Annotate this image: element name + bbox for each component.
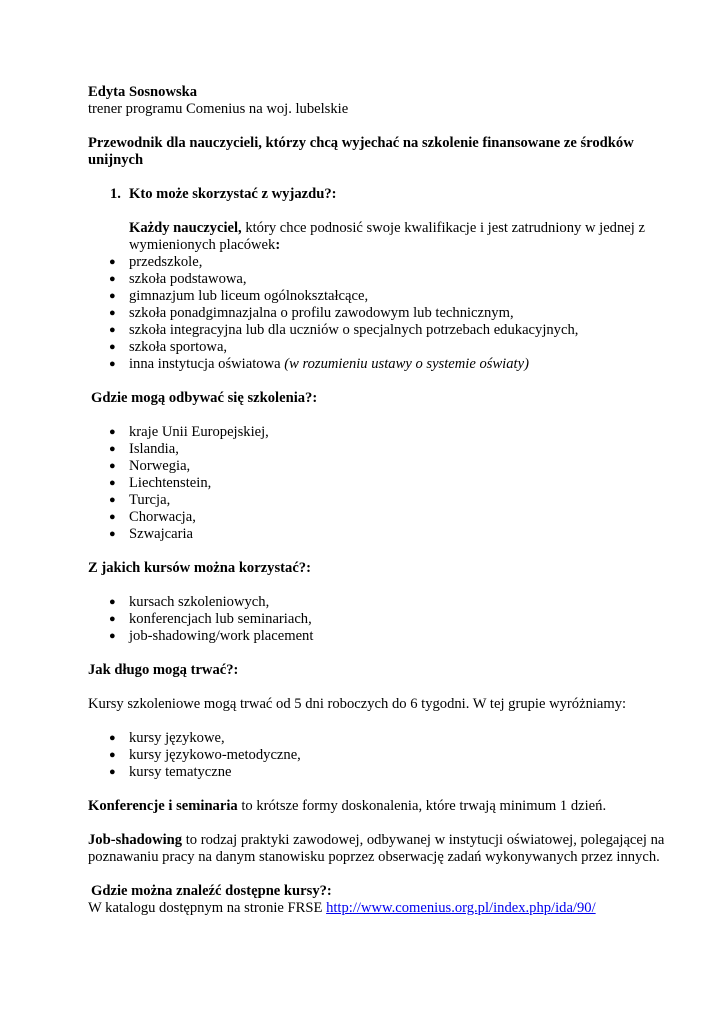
bullet-icon: ● xyxy=(109,732,116,744)
bullet-icon: ● xyxy=(109,358,116,370)
list-item: ● kursy językowe, xyxy=(109,730,225,746)
bullet-icon: ● xyxy=(109,324,116,336)
list-item: ● Turcja, xyxy=(109,492,171,508)
bullet-icon: ● xyxy=(109,511,116,523)
section3-heading: Z jakich kursów można korzystać?: xyxy=(88,560,311,576)
bullet-icon: ● xyxy=(109,477,116,489)
list-item: ● kursach szkoleniowych, xyxy=(109,594,270,610)
bullet-icon: ● xyxy=(109,443,116,455)
list-item: ● konferencjach lub seminariach, xyxy=(109,611,312,627)
section4-list xyxy=(88,730,665,781)
bullet-icon: ● xyxy=(109,290,116,302)
numbered-section-list xyxy=(88,186,665,203)
list-item: ● Szwajcaria xyxy=(109,526,194,542)
bullet-icon: ● xyxy=(109,256,116,268)
section1-intro-rest: który chce podnosić swoje kwalifikacje i jest zatrudniony w jednej z wymienionych placówek xyxy=(129,220,645,253)
section1-intro-bold: Każdy nauczyciel, xyxy=(129,220,242,236)
list-item: ● Liechtenstein, xyxy=(109,475,212,491)
list-item: ● Islandia, xyxy=(109,441,179,457)
bullet-icon: ● xyxy=(109,766,116,778)
section3-list xyxy=(88,594,665,645)
catalog-link[interactable]: http://www.comenius.org.pl/index.php/ida/90/ xyxy=(326,900,596,916)
bullet-icon: ● xyxy=(109,630,116,642)
bullet-icon: ● xyxy=(109,596,116,608)
section1-intro xyxy=(88,220,665,254)
bullet-icon: ● xyxy=(109,307,116,319)
list-item: ● Chorwacja, xyxy=(109,509,196,525)
list-item: ● gimnazjum lub liceum ogólnokształcące, xyxy=(109,288,369,304)
section4-heading: Jak długo mogą trwać?: xyxy=(88,662,239,678)
last-item-italic: (w rozumieniu ustawy o systemie oświaty) xyxy=(284,356,529,372)
bullet-icon: ● xyxy=(109,528,116,540)
section2-list xyxy=(88,424,665,543)
document-title: Przewodnik dla nauczycieli, którzy chcą wyjechać na szkolenie finansowane ze środków unijnych xyxy=(88,135,634,168)
bullet-icon: ● xyxy=(109,273,116,285)
list-item: ● przedszkole, xyxy=(109,254,203,270)
bullet-icon: ● xyxy=(109,341,116,353)
section1-heading-text: Kto może skorzystać z wyjazdu?: xyxy=(129,186,337,202)
section1-heading xyxy=(88,186,665,203)
list-item: ● job-shadowing/work placement xyxy=(109,628,314,644)
list-item: ● Norwegia, xyxy=(109,458,191,474)
list-item: ● kraje Unii Europejskiej, xyxy=(109,424,269,440)
list-item: ● kursy językowo-metodyczne, xyxy=(109,747,301,763)
bullet-icon: ● xyxy=(109,494,116,506)
list-item: ● szkoła integracyjna lub dla uczniów o specjalnych potrzebach edukacyjnych, xyxy=(109,322,579,338)
conferences-paragraph: Konferencje i seminaria to krótsze formy doskonalenia, które trwają minimum 1 dzień. xyxy=(88,798,607,814)
section5-heading: Gdzie można znaleźć dostępne kursy?: xyxy=(91,883,332,899)
section2-heading: Gdzie mogą odbywać się szkolenia?: xyxy=(91,390,318,406)
section1-intro-colon: : xyxy=(275,237,281,253)
list-item: ● kursy tematyczne xyxy=(109,764,232,780)
bullet-icon: ● xyxy=(109,460,116,472)
bullet-icon: ● xyxy=(109,749,116,761)
section1-number: 1. xyxy=(110,186,121,202)
section1-list xyxy=(88,254,665,373)
list-item: ● szkoła ponadgimnazjalna o profilu zawodowym lub technicznym, xyxy=(109,305,514,321)
bullet-icon: ● xyxy=(109,613,116,625)
bullet-icon: ● xyxy=(109,426,116,438)
section5-text: W katalogu dostępnym na stronie FRSE http://www.comenius.org.pl/index.php/ida/90/ xyxy=(88,900,596,916)
list-item: ● szkoła podstawowa, xyxy=(109,271,247,287)
author-role: trener programu Comenius na woj. lubelskie xyxy=(88,101,349,117)
author-name: Edyta Sosnowska xyxy=(88,84,198,100)
list-item: ● inna instytucja oświatowa (w rozumieniu ustawy o systemie oświaty) xyxy=(109,356,529,372)
jobshadowing-paragraph: Job-shadowing to rodzaj praktyki zawodowej, odbywanej w instytucji oświatowej, polegającej na poznawaniu pracy na danym stanowisku poprzez obserwację zadań wykonywanych przez innych. xyxy=(88,832,665,865)
section4-text: Kursy szkoleniowe mogą trwać od 5 dni roboczych do 6 tygodni. W tej grupie wyróżniamy: xyxy=(88,696,627,712)
list-item: ● szkoła sportowa, xyxy=(109,339,228,355)
